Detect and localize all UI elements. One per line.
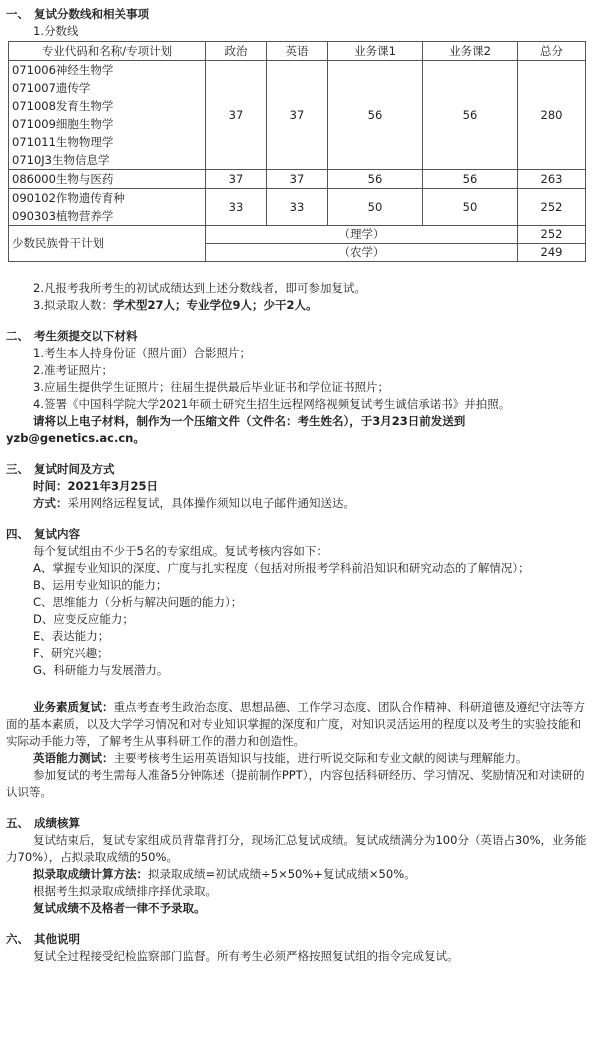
time-value: 2021年3月25日	[67, 479, 159, 493]
english-label: 英语能力测试：	[33, 751, 114, 765]
score-cell: 33	[267, 189, 328, 226]
major-name: 071006神经生物学	[12, 63, 114, 77]
table-header-row	[9, 42, 586, 61]
section-number: 一、	[6, 7, 29, 21]
major-cell	[9, 170, 206, 189]
section-number: 四、	[6, 527, 29, 541]
section-6-title	[6, 931, 590, 948]
score-cell: 50	[328, 189, 423, 226]
score-cell: 263	[518, 170, 586, 189]
header-cell: 政治	[206, 42, 267, 61]
major-name: 086000生物与医药	[12, 171, 114, 186]
section-heading: 其他说明	[34, 932, 80, 946]
major-name: 071009细胞生物学	[12, 117, 114, 131]
ranking-line: 根据考生拟录取成绩排序择优录取。	[33, 884, 217, 898]
score-cell: 50	[423, 189, 518, 226]
table-row	[9, 226, 586, 244]
method-value: 采用网络远程复试，具体操作须知以电子邮件通知送达。	[67, 496, 355, 510]
table-row	[9, 189, 586, 226]
major-name: 0710J3生物信息学	[12, 153, 110, 167]
major-cell	[9, 189, 206, 226]
section-heading: 复试时间及方式	[34, 462, 115, 476]
ppt-paragraph: 参加复试的考生需每人准备5分钟陈述（提前制作PPT），内容包括科研经历、学习情况、奖励情况和对读研的认识等。	[6, 768, 585, 799]
content-item: A、掌握专业知识的深度、广度与扎实程度（包括对所报考学科前沿知识和研究动态的了解情况）；	[33, 561, 530, 575]
header-cell: 总分	[518, 42, 586, 61]
score-paragraph: 复试结束后，复试专家组成员背靠背打分，现场汇总复试成绩。复试成绩满分为100分（英语占30%，业务能力70%），占拟录取成绩的50%。	[6, 833, 587, 864]
english-paragraph	[6, 750, 590, 767]
score-cell: 280	[518, 61, 586, 170]
score-cell: 56	[423, 61, 518, 170]
submission-instruction: 请将以上电子材料，制作为一个压缩文件（文件名：考生姓名），于3月23日前发送到	[33, 414, 466, 428]
minority-label-cell: 少数民族骨干计划	[9, 226, 206, 262]
score-cell: 37	[206, 61, 267, 170]
content-item: B、运用专业知识的能力；	[33, 578, 168, 592]
exam-time	[6, 478, 590, 495]
header-cell: 业务课2	[423, 42, 518, 61]
material-item: 3.应届生提供学生证照片；往届生提供最后毕业证书和学位证书照片；	[33, 380, 389, 394]
punctuation: 。	[133, 431, 145, 445]
score-cell: 252	[518, 189, 586, 226]
content-item: E、表达能力；	[33, 629, 110, 643]
formula-line	[6, 866, 590, 883]
major-name: 090303植物营养学	[12, 209, 114, 223]
score-cell: 249	[518, 244, 586, 262]
major-cell	[9, 61, 206, 170]
score-cell: 37	[267, 170, 328, 189]
section-heading: 复试内容	[34, 527, 80, 541]
score-cell: 56	[328, 170, 423, 189]
content-item: D、应变反应能力；	[33, 612, 134, 626]
material-item: 1.考生本人持身份证（照片面）合影照片；	[33, 346, 251, 360]
minority-category-cell: （农学）	[206, 244, 518, 262]
score-cell: 56	[328, 61, 423, 170]
major-name: 071011生物物理学	[12, 135, 114, 149]
table-row	[9, 170, 586, 189]
exam-method	[6, 495, 590, 512]
other-notes: 复试全过程接受纪检监察部门监督。所有考生必须严格按照复试组的指令完成复试。	[33, 949, 459, 963]
score-cell: 56	[423, 170, 518, 189]
section-number: 二、	[6, 329, 29, 343]
score-cell: 37	[267, 61, 328, 170]
header-cell: 专业代码和名称/专项计划	[9, 42, 206, 61]
section-5-title	[6, 815, 590, 832]
section-2-title	[6, 328, 590, 345]
section-heading: 复试分数线和相关事项	[34, 7, 149, 21]
material-item: 2.准考证照片；	[33, 363, 113, 377]
time-label: 时间：	[33, 479, 68, 493]
section-4-title	[6, 526, 590, 543]
score-cell: 252	[518, 226, 586, 244]
method-label: 方式：	[33, 496, 68, 510]
item-2: 2.凡报考我所考生的初试成绩达到上述分数线者，即可参加复试。	[33, 281, 366, 295]
section-number: 三、	[6, 462, 29, 476]
material-item: 4.签署《中国科学院大学2021年硕士研究生招生远程网络视频复试考生诚信承诺书》并拍照。	[33, 397, 511, 411]
fail-line: 复试成绩不及格者一律不予录取。	[33, 901, 206, 915]
minority-category-cell: （理学）	[206, 226, 518, 244]
section-number: 六、	[6, 932, 29, 946]
major-name: 071008发育生物学	[12, 99, 114, 113]
item-3-bold: 学术型27人；专业学位9人；少干2人。	[112, 298, 318, 312]
item-3	[6, 297, 590, 314]
quality-paragraph	[6, 699, 590, 750]
header-cell: 英语	[267, 42, 328, 61]
content-intro: 每个复试组由不少于5名的专家组成。复试考核内容如下：	[33, 544, 328, 558]
subheading-score-line: 1.分数线	[33, 24, 79, 38]
content-item: C、思维能力（分析与解决问题的能力）；	[33, 595, 243, 609]
section-1-title	[6, 6, 590, 23]
major-name: 090102作物遗传育种	[12, 191, 125, 205]
section-number: 五、	[6, 816, 29, 830]
section-3-title	[6, 461, 590, 478]
formula-label: 拟录取成绩计算方法：	[33, 867, 148, 881]
content-item: G、科研能力与发展潜力。	[33, 663, 169, 677]
email-link[interactable]: yzb@genetics.ac.cn	[6, 431, 134, 445]
score-cell: 33	[206, 189, 267, 226]
item-3-prefix: 3.拟录取人数：	[33, 298, 113, 312]
table-row	[9, 61, 586, 170]
score-table	[8, 41, 586, 262]
submission-email-line	[6, 430, 590, 447]
quality-text: 重点考查考生政治态度、思想品德、工作学习态度、团队合作精神、科研道德及遵纪守法等方面的基本素质，以及大学学习情况和对专业知识掌握的深度和广度，对知识灵活运用的程度以及考生的实验技能和实际动手能力等，了解考生从事科研工作的潜力和创造性。	[6, 700, 585, 748]
score-cell: 37	[206, 170, 267, 189]
content-item: F、研究兴趣；	[33, 646, 109, 660]
formula-text: 拟录取成绩=初试成绩÷5×50%+复试成绩×50%。	[148, 867, 416, 881]
header-cell: 业务课1	[328, 42, 423, 61]
section-heading: 成绩核算	[34, 816, 80, 830]
quality-label: 业务素质复试：	[33, 700, 114, 714]
major-name: 071007遗传学	[12, 81, 91, 95]
section-heading: 考生须提交以下材料	[34, 329, 138, 343]
english-text: 主要考核考生运用英语知识与技能，进行听说交际和专业文献的阅读与理解能力。	[113, 751, 528, 765]
